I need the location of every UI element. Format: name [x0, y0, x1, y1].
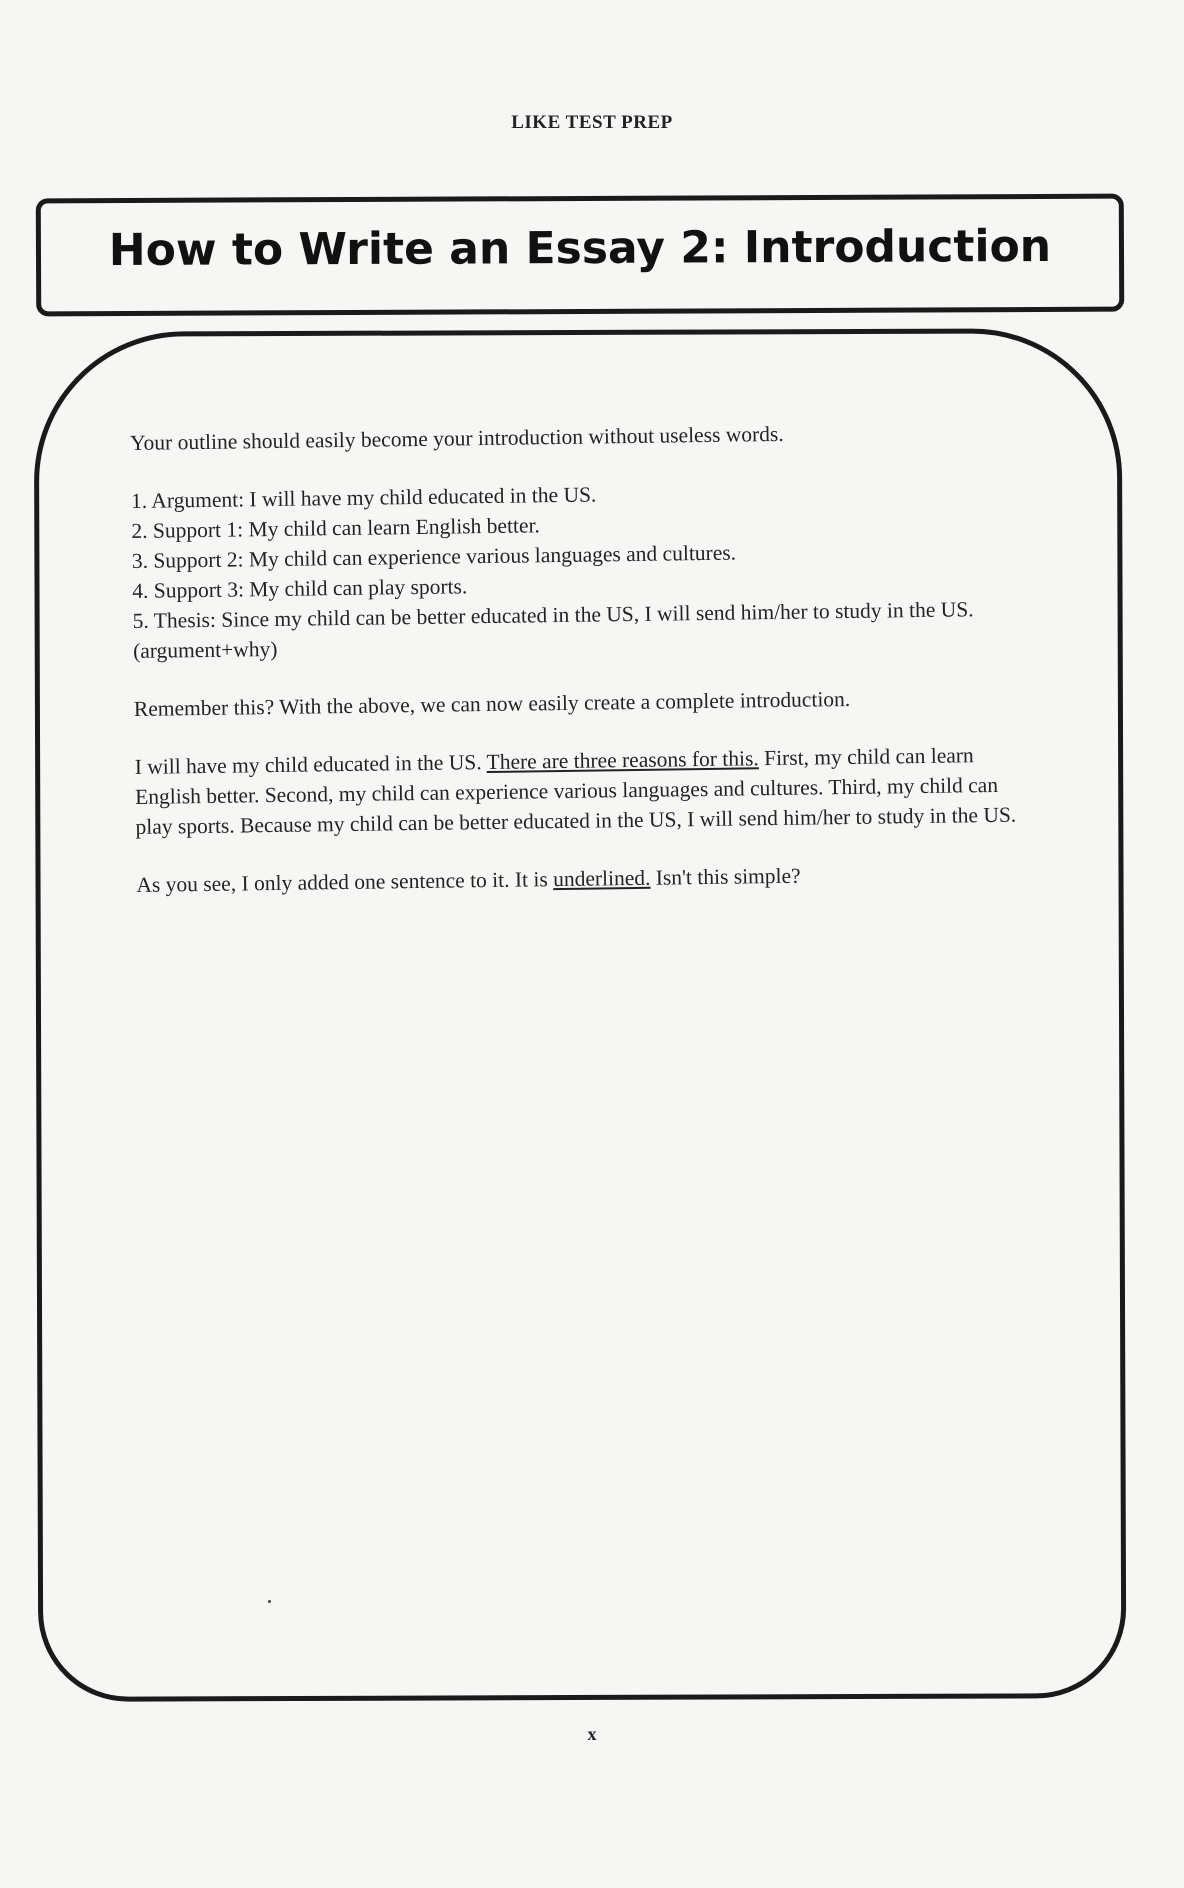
closing-paragraph: [136, 857, 1036, 900]
outline-item-support-3: 4. Support 3: My child can play sports.: [132, 574, 468, 603]
outline-item-argument: 1. Argument: I will have my child educated in the US.: [130, 482, 597, 513]
closing-text-rest: Isn't this simple?: [650, 863, 801, 890]
example-underlined-sentence: There are three reasons for this.: [486, 746, 759, 775]
running-header: LIKE TEST PREP: [511, 112, 673, 133]
outline-item-support-1: 2. Support 1: My child can learn English better.: [131, 513, 541, 543]
remember-paragraph: Remember this? With the above, we can now easily create a complete introduction.: [133, 686, 851, 721]
content-body: [130, 415, 1037, 928]
title-box: [36, 194, 1125, 317]
closing-underlined-word: underlined.: [552, 865, 651, 892]
outline-item-thesis: 5. Thesis: Since my child can be better educated in the US, I will send him/her to study in the US. (argument+why): [132, 597, 974, 663]
example-text-start: I will have my child educated in the US.: [134, 750, 487, 779]
stray-mark: [268, 1600, 271, 1603]
intro-paragraph: Your outline should easily become your introduction without useless words.: [130, 421, 784, 455]
example-introduction-paragraph: [135, 739, 1036, 842]
page-title: How to Write an Essay 2: Introduction: [108, 220, 1052, 277]
outline-item-support-2: 3. Support 2: My child can experience various languages and cultures.: [131, 540, 737, 573]
outline-list: [131, 473, 1033, 666]
closing-text-start: As you see, I only added one sentence to it. It is: [136, 867, 554, 897]
example-text-rest: First, my child can learn English better. Second, my child can experience various languages and cultures. Third, my child can play sports. Because my child can be better educated in the US, I will send him/her to study in the US.: [134, 743, 1017, 839]
page-number: x: [587, 1724, 597, 1744]
